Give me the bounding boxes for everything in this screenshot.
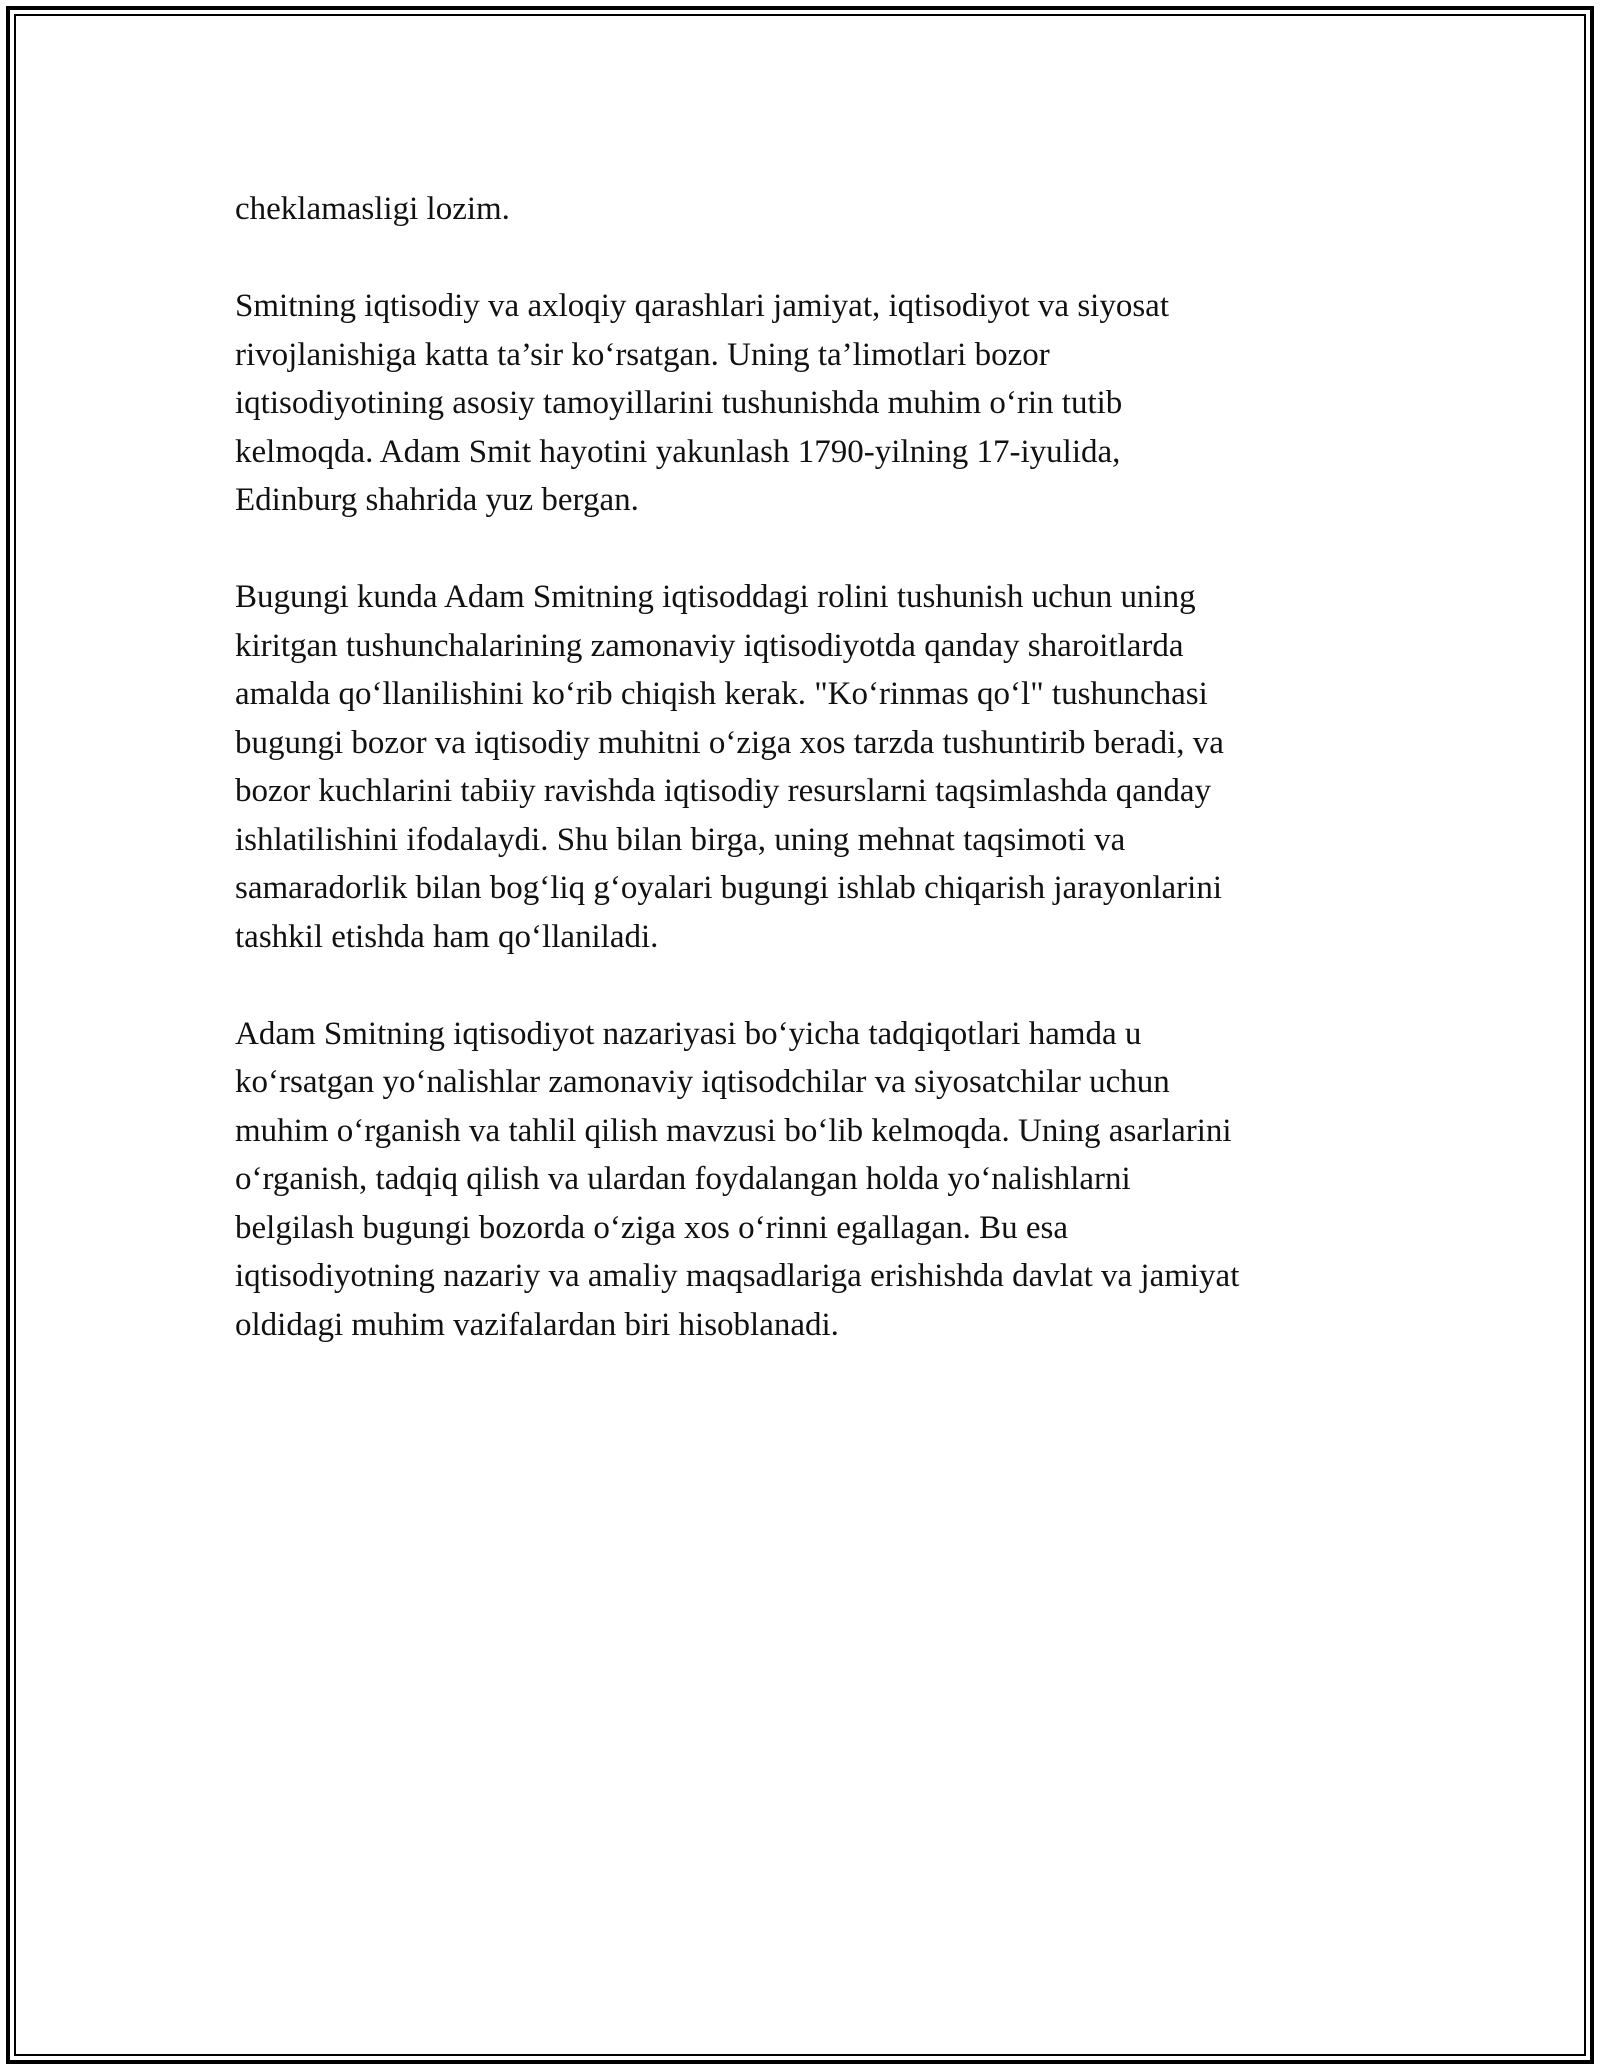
text-line: belgilash bugungi bozorda o‘ziga xos o‘rinni egallagan. Bu esa: [235, 1209, 1069, 1246]
text-line: bozor kuchlarini tabiiy ravishda iqtisodiy resurslarni taqsimlashda qanday: [235, 773, 1212, 809]
paragraph-4: [235, 1010, 1365, 1350]
text-line: cheklamasligi lozim.: [235, 191, 510, 227]
text-line: tashkil etishda ham qo‘llaniladi.: [235, 918, 659, 955]
document-body: [235, 185, 1365, 1398]
text-line: ko‘rsatgan yo‘nalishlar zamonaviy iqtisodchilar va siyosatchilar uchun: [235, 1064, 1170, 1100]
text-line: kelmoqda. Adam Smit hayotini yakunlash 1790-yilning 17-iyulida,: [235, 433, 1121, 470]
text-line: Smitning iqtisodiy va axloqiy qarashlari jamiyat, iqtisodiyot va siyosat: [235, 288, 1169, 324]
text-line: Adam Smitning iqtisodiyot nazariyasi bo‘yicha tadqiqotlari hamda u: [235, 1015, 1142, 1052]
text-line: Edinburg shahrida yuz bergan.: [235, 482, 639, 518]
text-line: bugungi bozor va iqtisodiy muhitni o‘ziga xos tarzda tushuntirib beradi, va: [235, 724, 1224, 761]
paragraph-3: [235, 573, 1365, 961]
text-line: o‘rganish, tadqiq qilish va ulardan foydalangan holda yo‘nalishlarni: [235, 1161, 1131, 1197]
text-line: oldidagi muhim vazifalardan biri hisoblanadi.: [235, 1306, 839, 1343]
text-line: rivojlanishiga katta ta’sir ko‘rsatgan. Uning ta’limotlari bozor: [235, 336, 1050, 373]
paragraph-2: [235, 282, 1365, 525]
text-line: ishlatilishini ifodalaydi. Shu bilan birga, uning mehnat taqsimoti va: [235, 821, 1126, 858]
text-line: iqtisodiyotining asosiy tamoyillarini tushunishda muhim o‘rin tutib: [235, 385, 1123, 421]
text-line: muhim o‘rganish va tahlil qilish mavzusi bo‘lib kelmoqda. Uning asarlarini: [235, 1112, 1232, 1149]
text-line: amalda qo‘llanilishini ko‘rib chiqish kerak. "Ko‘rinmas qo‘l" tushunchasi: [235, 676, 1208, 712]
text-line: samaradorlik bilan bog‘liq g‘oyalari bugungi ishlab chiqarish jarayonlarini: [235, 870, 1222, 906]
paragraph-1: [235, 185, 1365, 234]
text-line: kiritgan tushunchalarining zamonaviy iqtisodiyotda qanday sharoitlarda: [235, 627, 1184, 664]
text-line: iqtisodiyotning nazariy va amaliy maqsadlariga erishishda davlat va jamiyat: [235, 1258, 1240, 1294]
text-line: Bugungi kunda Adam Smitning iqtisoddagi rolini tushunish uchun uning: [235, 579, 1196, 615]
